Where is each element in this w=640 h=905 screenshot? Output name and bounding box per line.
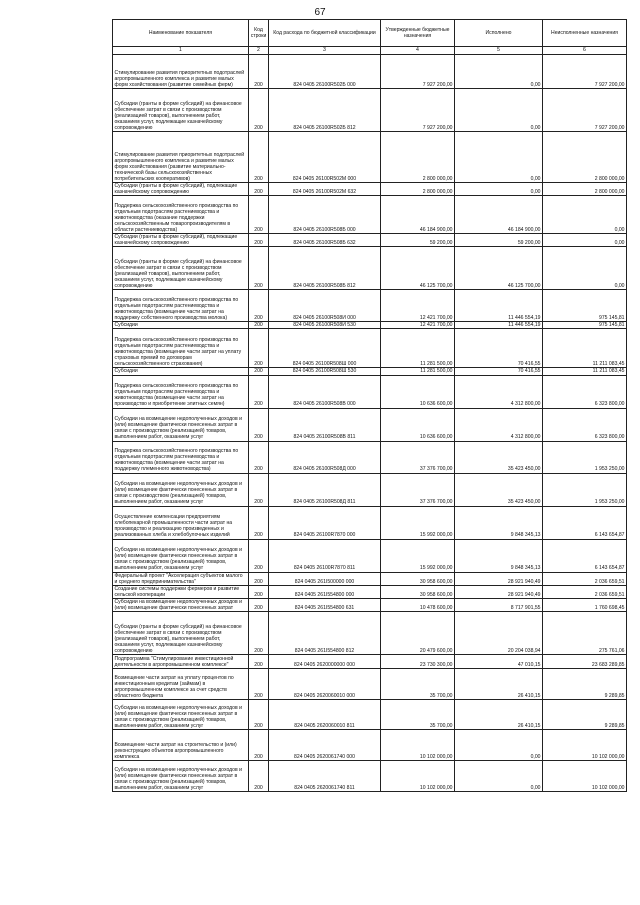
row-code: 200 — [249, 539, 269, 572]
column-number: 5 — [455, 47, 543, 55]
row-budget-code: 824 0405 261I554800 000 — [269, 585, 381, 598]
row-executed: 28 921 940,49 — [455, 572, 543, 585]
row-executed: 0,00 — [455, 183, 543, 196]
row-executed: 46 125 700,00 — [455, 247, 543, 290]
row-name: Субсидии (гранты в форме субсидий) на финансовое обеспечение затрат в связи с производством (реализацией товаров), выполнением работ, оказанием услуг, подлежащие казначейскому сопровождению — [113, 247, 249, 290]
header-indicator-name: Наименование показателя — [113, 20, 249, 47]
row-code: 200 — [249, 473, 269, 506]
row-budget-code: 824 0405 26100R508И 530 — [269, 322, 381, 329]
column-number: 2 — [249, 47, 269, 55]
table-row — [113, 506, 627, 539]
row-executed: 8 717 901,55 — [455, 598, 543, 611]
row-code: 200 — [249, 598, 269, 611]
table-row — [113, 612, 627, 655]
header-executed: Исполнено — [455, 20, 543, 47]
row-code: 200 — [249, 408, 269, 441]
row-name: Стимулирование развития приоритетных подотраслей агропромышленного комплекса и развитие малых форм хозяйствования (развитие семейных ферм) — [113, 55, 249, 89]
row-executed: 20 204 038,94 — [455, 612, 543, 655]
row-executed: 4 312 800,00 — [455, 375, 543, 408]
table-row — [113, 234, 627, 247]
row-budget-code: 824 0405 261I554800 812 — [269, 612, 381, 655]
row-code: 200 — [249, 669, 269, 700]
row-name: Осуществление компенсации предприятиям хлебопекарной промышленности части затрат на производство и реализацию произведенных и реализованных хлеба и хлебобулочных изделий — [113, 506, 249, 539]
row-remaining: 7 927 200,00 — [543, 89, 627, 132]
row-budget-code: 824 0405 26100R7870 811 — [269, 539, 381, 572]
row-code: 200 — [249, 247, 269, 290]
table-body — [113, 55, 627, 792]
row-remaining: 275 761,06 — [543, 612, 627, 655]
row-name: Субсидии на возмещение недополученных доходов и (или) возмещение фактически понесенных затрат — [113, 598, 249, 611]
column-number-row — [113, 47, 627, 55]
table-row — [113, 89, 627, 132]
row-code: 200 — [249, 368, 269, 375]
row-approved: 15 992 000,00 — [381, 506, 455, 539]
header-approved: Утвержденные бюджетные назначения — [381, 20, 455, 47]
table-row — [113, 55, 627, 89]
row-code: 200 — [249, 132, 269, 183]
table-row — [113, 761, 627, 792]
row-remaining: 10 102 000,00 — [543, 730, 627, 761]
row-name: Поддержка сельскохозяйственного производства по отдельным подотраслям растениеводства и животноводства (возмещение части затрат на производство и приобретение элитных семян) — [113, 375, 249, 408]
table-row — [113, 322, 627, 329]
row-approved: 59 200,00 — [381, 234, 455, 247]
table-row — [113, 132, 627, 183]
row-executed: 70 416,55 — [455, 329, 543, 368]
row-remaining: 9 289,85 — [543, 700, 627, 730]
row-approved: 46 184 900,00 — [381, 196, 455, 234]
row-remaining: 11 211 083,45 — [543, 329, 627, 368]
row-remaining: 2 800 000,00 — [543, 132, 627, 183]
table-row — [113, 408, 627, 441]
row-name: Поддержка сельскохозяйственного производства по отдельным подотраслям растениеводства и животноводства (оказание поддержки сельскохозяйственным товаропроизводителям в области растениеводства) — [113, 196, 249, 234]
row-code: 200 — [249, 506, 269, 539]
row-approved: 30 958 600,00 — [381, 572, 455, 585]
row-budget-code: 824 0405 261I554800 631 — [269, 598, 381, 611]
row-approved: 35 700,00 — [381, 669, 455, 700]
row-budget-code: 824 0405 26100R508В 000 — [269, 375, 381, 408]
row-budget-code: 824 0405 26100R508Д 000 — [269, 441, 381, 473]
table-row — [113, 585, 627, 598]
header-row-code: Код строки — [249, 20, 269, 47]
row-executed: 47 010,15 — [455, 655, 543, 669]
row-approved: 2 800 000,00 — [381, 132, 455, 183]
row-budget-code: 824 0405 26100R502Б 000 — [269, 55, 381, 89]
page-number: 67 — [314, 7, 326, 18]
row-executed: 9 848 345,13 — [455, 506, 543, 539]
table-row — [113, 539, 627, 572]
table-row — [113, 183, 627, 196]
row-name: Поддержка сельскохозяйственного производства по отдельным подотраслям растениеводства и животноводства (возмещение части затрат на поддержку собственного производства молока) — [113, 290, 249, 322]
row-approved: 7 927 200,00 — [381, 55, 455, 89]
row-remaining: 6 323 800,00 — [543, 375, 627, 408]
row-remaining: 1 760 698,45 — [543, 598, 627, 611]
row-remaining: 1 953 250,00 — [543, 473, 627, 506]
row-name: Субсидии на возмещение недополученных доходов и (или) возмещение фактически понесенных затрат в связи с производством (реализацией) товаров, выполнением работ, оказанием услуг — [113, 700, 249, 730]
row-name: Возмещение части затрат на строительство и (или) реконструкцию объектов агропромышленного комплекса — [113, 730, 249, 761]
table-row — [113, 669, 627, 700]
row-approved: 20 479 600,00 — [381, 612, 455, 655]
row-name: Возмещение части затрат на уплату процентов по инвестиционным кредитам (займам) в агропромышленном комплексе за счет средств областного бюджета — [113, 669, 249, 700]
row-budget-code: 824 0405 2620061740 000 — [269, 730, 381, 761]
row-code: 200 — [249, 55, 269, 89]
row-name: Субсидии (гранты в форме субсидий) на финансовое обеспечение затрат в связи с производством (реализацией товаров), выполнением работ, оказанием услуг, подлежащие казначейскому сопровождению — [113, 89, 249, 132]
row-approved: 37 376 700,00 — [381, 441, 455, 473]
row-executed: 26 410,15 — [455, 669, 543, 700]
row-approved: 10 636 600,00 — [381, 408, 455, 441]
row-code: 200 — [249, 655, 269, 669]
row-approved: 10 102 000,00 — [381, 761, 455, 792]
row-code: 200 — [249, 585, 269, 598]
row-code: 200 — [249, 572, 269, 585]
row-budget-code: 824 0405 26100R502М 000 — [269, 132, 381, 183]
row-remaining: 0,00 — [543, 196, 627, 234]
row-code: 200 — [249, 329, 269, 368]
row-budget-code: 824 0405 26100R508Б 632 — [269, 234, 381, 247]
row-name: Стимулирование развития приоритетных подотраслей агропромышленного комплекса и развитие малых форм хозяйствования (развитие материально-технической базы сельскохозяйственных потребительских кооперативов) — [113, 132, 249, 183]
row-code: 200 — [249, 89, 269, 132]
table-row — [113, 700, 627, 730]
table-row — [113, 329, 627, 368]
row-name: Субсидии (гранты в форме субсидий), подлежащие казначейскому сопровождению — [113, 234, 249, 247]
row-approved: 12 421 700,00 — [381, 322, 455, 329]
row-approved: 15 992 000,00 — [381, 539, 455, 572]
row-approved: 11 281 500,00 — [381, 368, 455, 375]
row-remaining: 9 289,85 — [543, 669, 627, 700]
row-approved: 10 478 600,00 — [381, 598, 455, 611]
row-code: 200 — [249, 322, 269, 329]
table-row — [113, 598, 627, 611]
row-budget-code: 824 0405 26100R502Б 812 — [269, 89, 381, 132]
row-name: Поддержка сельскохозяйственного производства по отдельным подотраслям растениеводства и животноводства (возмещение части затрат на поддержку племенного животноводства) — [113, 441, 249, 473]
row-budget-code: 824 0405 26100R508Б 000 — [269, 196, 381, 234]
row-budget-code: 824 0405 2620061740 811 — [269, 761, 381, 792]
column-number: 3 — [269, 47, 381, 55]
row-budget-code: 824 0405 26100R7870 000 — [269, 506, 381, 539]
row-executed: 70 416,55 — [455, 368, 543, 375]
row-executed: 11 446 554,19 — [455, 322, 543, 329]
row-executed: 26 410,15 — [455, 700, 543, 730]
header-remaining: Неисполненные назначения — [543, 20, 627, 47]
row-remaining: 6 323 800,00 — [543, 408, 627, 441]
table-row — [113, 247, 627, 290]
row-code: 200 — [249, 612, 269, 655]
row-executed: 46 184 900,00 — [455, 196, 543, 234]
table-header-row — [113, 20, 627, 47]
row-budget-code: 824 0405 26100R502М 632 — [269, 183, 381, 196]
table-row — [113, 730, 627, 761]
row-name: Субсидии (гранты в форме субсидий), подлежащие казначейскому сопровождению — [113, 183, 249, 196]
row-budget-code: 824 0405 261I500000 000 — [269, 572, 381, 585]
row-executed: 0,00 — [455, 730, 543, 761]
row-approved: 35 700,00 — [381, 700, 455, 730]
row-name: Субсидии на возмещение недополученных доходов и (или) возмещение фактически понесенных затрат в связи с производством (реализацией) товаров, выполнением работ, оказанием услуг — [113, 761, 249, 792]
row-name: Субсидии на возмещение недополученных доходов и (или) возмещение фактически понесенных затрат в связи с производством (реализацией) товаров, выполнением работ, оказанием услуг — [113, 473, 249, 506]
row-executed: 59 200,00 — [455, 234, 543, 247]
row-executed: 4 312 800,00 — [455, 408, 543, 441]
row-approved: 10 636 600,00 — [381, 375, 455, 408]
row-remaining: 10 102 000,00 — [543, 761, 627, 792]
row-remaining: 0,00 — [543, 247, 627, 290]
table-row — [113, 196, 627, 234]
row-remaining: 975 145,81 — [543, 322, 627, 329]
table-row — [113, 290, 627, 322]
row-name: Субсидии на возмещение недополученных доходов и (или) возмещение фактически понесенных затрат в связи с производством (реализацией) товаров, выполнением работ, оказанием услуг — [113, 539, 249, 572]
row-executed: 0,00 — [455, 89, 543, 132]
row-name: Субсидии (гранты в форме субсидий) на финансовое обеспечение затрат в связи с производством (реализацией товаров), выполнением работ, оказанием услуг, подлежащие казначейскому сопровождению — [113, 612, 249, 655]
row-budget-code: 824 0405 26100R508И 000 — [269, 290, 381, 322]
row-name: Подпрограмма "Стимулирование инвестиционной деятельности в агропромышленном комплексе" — [113, 655, 249, 669]
row-budget-code: 824 0405 2620060010 811 — [269, 700, 381, 730]
row-executed: 35 423 450,00 — [455, 473, 543, 506]
row-code: 200 — [249, 730, 269, 761]
row-budget-code: 824 0405 26100R508Ш 530 — [269, 368, 381, 375]
table-row — [113, 368, 627, 375]
row-remaining: 0,00 — [543, 234, 627, 247]
table-row — [113, 655, 627, 669]
row-remaining: 23 683 289,85 — [543, 655, 627, 669]
row-name: Субсидии на возмещение недополученных доходов и (или) возмещение фактически понесенных затрат в связи с производством (реализацией) товаров, выполнением работ, оказанием услуг — [113, 408, 249, 441]
column-number: 6 — [543, 47, 627, 55]
row-code: 200 — [249, 196, 269, 234]
column-number: 1 — [113, 47, 249, 55]
table-row — [113, 375, 627, 408]
row-budget-code: 824 0405 26100R508В 811 — [269, 408, 381, 441]
column-number: 4 — [381, 47, 455, 55]
row-name: Создание системы поддержки фермеров и развитие сельской кооперации — [113, 585, 249, 598]
row-budget-code: 824 0405 2620060010 000 — [269, 669, 381, 700]
row-budget-code: 824 0405 2620000000 000 — [269, 655, 381, 669]
row-remaining: 2 036 659,51 — [543, 572, 627, 585]
row-remaining: 11 211 083,45 — [543, 368, 627, 375]
table-row — [113, 572, 627, 585]
row-approved: 10 102 000,00 — [381, 730, 455, 761]
row-budget-code: 824 0405 26100R508Б 812 — [269, 247, 381, 290]
row-budget-code: 824 0405 26100R508Ш 000 — [269, 329, 381, 368]
row-remaining: 2 036 659,51 — [543, 585, 627, 598]
row-approved: 11 281 500,00 — [381, 329, 455, 368]
row-approved: 12 421 700,00 — [381, 290, 455, 322]
header-budget-code: Код расхода по бюджетной классификации — [269, 20, 381, 47]
row-approved: 2 800 000,00 — [381, 183, 455, 196]
row-executed: 0,00 — [455, 55, 543, 89]
budget-execution-table — [112, 19, 627, 792]
row-executed: 35 423 450,00 — [455, 441, 543, 473]
row-approved: 7 927 200,00 — [381, 89, 455, 132]
row-executed: 28 921 940,49 — [455, 585, 543, 598]
table-row — [113, 473, 627, 506]
row-approved: 37 376 700,00 — [381, 473, 455, 506]
table-row — [113, 441, 627, 473]
row-remaining: 7 927 200,00 — [543, 55, 627, 89]
row-name: Субсидии — [113, 322, 249, 329]
row-approved: 23 730 300,00 — [381, 655, 455, 669]
row-executed: 9 848 345,13 — [455, 539, 543, 572]
row-executed: 0,00 — [455, 761, 543, 792]
row-name: Субсидии — [113, 368, 249, 375]
row-remaining: 1 953 250,00 — [543, 441, 627, 473]
row-name: Федеральный проект "Акселерация субъектов малого и среднего предпринимательства" — [113, 572, 249, 585]
row-executed: 11 446 554,19 — [455, 290, 543, 322]
row-code: 200 — [249, 761, 269, 792]
row-code: 200 — [249, 183, 269, 196]
row-code: 200 — [249, 700, 269, 730]
row-code: 200 — [249, 234, 269, 247]
row-remaining: 2 800 000,00 — [543, 183, 627, 196]
row-approved: 30 958 600,00 — [381, 585, 455, 598]
row-approved: 46 125 700,00 — [381, 247, 455, 290]
row-remaining: 975 145,81 — [543, 290, 627, 322]
row-name: Поддержка сельскохозяйственного производства по отдельным подотраслям растениеводства и животноводства (возмещение части затрат на уплату страховых премий по договорам сельскохозяйственного страхования) — [113, 329, 249, 368]
row-code: 200 — [249, 290, 269, 322]
row-remaining: 6 143 654,87 — [543, 506, 627, 539]
row-code: 200 — [249, 441, 269, 473]
row-remaining: 6 143 654,87 — [543, 539, 627, 572]
row-code: 200 — [249, 375, 269, 408]
row-budget-code: 824 0405 26100R508Д 811 — [269, 473, 381, 506]
row-executed: 0,00 — [455, 132, 543, 183]
